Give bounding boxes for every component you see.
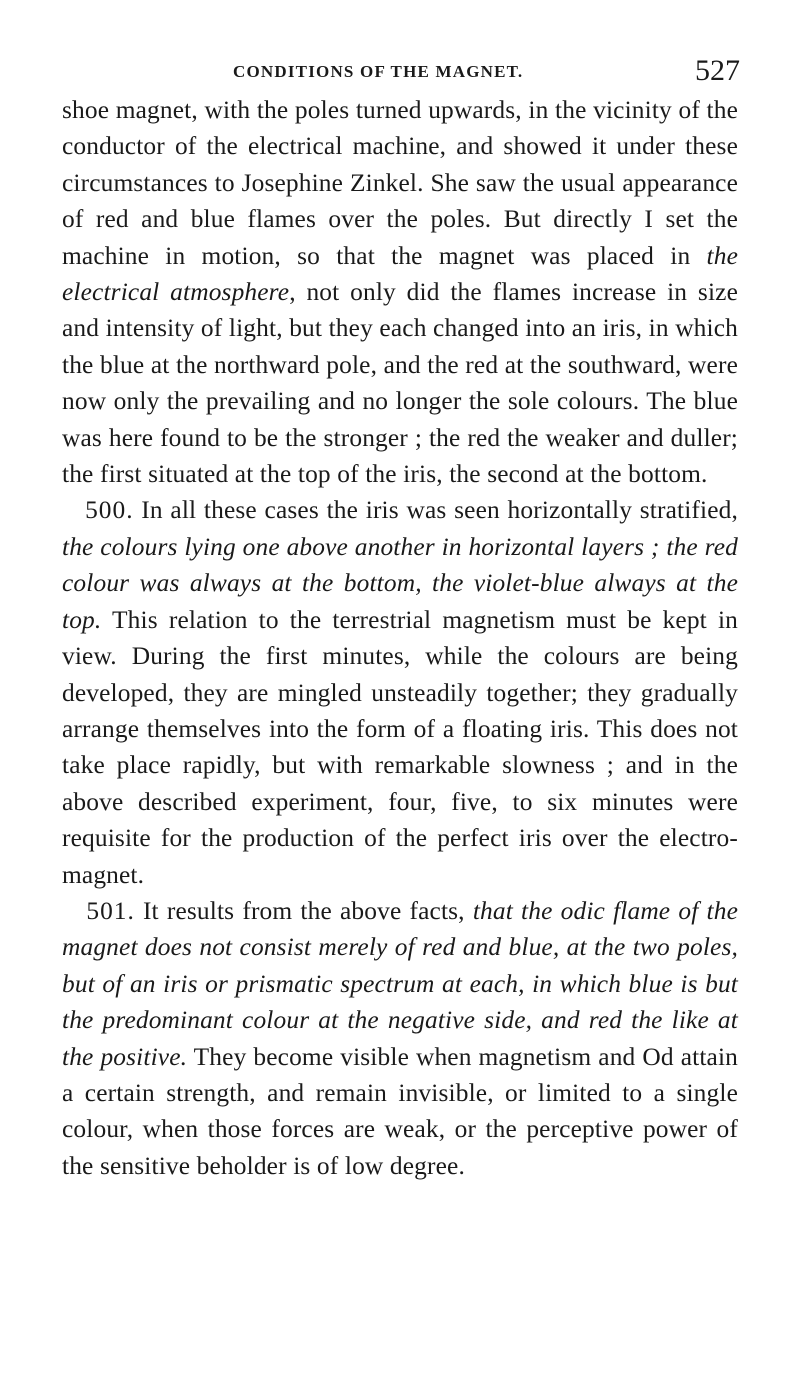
italic-segment: that the odic flame of the magnet does not consist merely of red and blue, at the two poles, but of an iris or prismatic spectrum at each, in which blue is but the predominant colour at the negative side, and red the like at the positive. [62, 896, 738, 1071]
text-segment: In all these cases the iris was seen horizontally stratified, [141, 496, 738, 525]
text-segment: It results from the above facts, [142, 896, 473, 925]
italic-segment: the colours lying one above another in horizontal layers ; the red colour was always at the bottom, the violet-blue always at the top. [62, 532, 738, 634]
text-segment: This relation to the terrestrial magnetism must be kept in view. During the first minutes, while the colours are being developed, they are mingled unsteadily together; they gradually arrange themselves into the form of a floating iris. This does not take place rapidly, but with remarkable slowness ; and in the above described experiment, four, five, to six minutes were requisite for the production of the perfect iris over the electro-magnet. [62, 605, 738, 889]
running-title: CONDITIONS OF THE MAGNET. [233, 62, 524, 81]
paragraph [62, 893, 738, 1184]
page-number: 527 [695, 54, 740, 87]
paragraph-number: 500. [85, 496, 134, 525]
text-segment: , not only did the flames increase in size and intensity of light, but they each changed into an iris, in which the blue at the northward pole, and the red at the southward, were now only the prevailing and no longer the sole colours. The blue was here found to be the stronger ; the red the weaker and duller; the first situated at the top of the iris, the second at the bottom. [62, 278, 738, 489]
text-segment: shoe magnet, with the poles turned upwards, in the vicinity of the conductor of the electrical machine, and showed it under these circumstances to Josephine Zinkel. She saw the usual appearance of red and blue flames over the poles. But directly I set the machine in motion, so that the magnet was placed in [62, 96, 738, 270]
running-head [0, 54, 740, 90]
paragraph-number: 501. [86, 896, 135, 925]
text-segment: They become visible when magnetism and Od attain a certain strength, and remain invisible, or limited to a single colour, when those forces are weak, or the perceptive power of the sensitive beholder is of low degree. [62, 1042, 738, 1180]
paragraph [62, 92, 738, 492]
paragraph [62, 492, 738, 892]
body-text [62, 92, 738, 1184]
italic-segment: the electrical atmosphere [62, 241, 738, 307]
